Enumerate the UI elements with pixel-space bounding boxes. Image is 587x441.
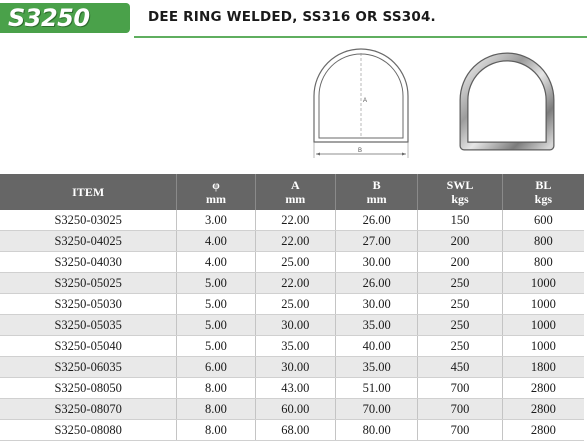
- column-header-diameter: φ mm: [177, 174, 255, 210]
- cell-swl: 700: [418, 420, 502, 441]
- cell-b: 35.00: [336, 357, 418, 378]
- cell-b: 26.00: [336, 210, 418, 231]
- cell-a: 60.00: [255, 399, 335, 420]
- cell-a: 22.00: [255, 273, 335, 294]
- cell-item: S3250-04030: [0, 252, 177, 273]
- cell-bl: 2800: [502, 378, 584, 399]
- cell-diameter: 5.00: [177, 336, 255, 357]
- table-row: [0, 231, 584, 252]
- table-row: [0, 252, 584, 273]
- cell-b: 27.00: [336, 231, 418, 252]
- dimension-b-label: B: [358, 148, 363, 154]
- column-header-swl: SWL kgs: [418, 174, 502, 210]
- cell-diameter: 5.00: [177, 273, 255, 294]
- header-divider: [134, 36, 587, 38]
- cell-swl: 250: [418, 315, 502, 336]
- cell-item: S3250-08050: [0, 378, 177, 399]
- cell-b: 35.00: [336, 315, 418, 336]
- cell-b: 26.00: [336, 273, 418, 294]
- cell-b: 51.00: [336, 378, 418, 399]
- cell-a: 30.00: [255, 315, 335, 336]
- cell-b: 80.00: [336, 420, 418, 441]
- cell-b: 40.00: [336, 336, 418, 357]
- product-title: DEE RING WELDED, SS316 OR SS304.: [148, 9, 436, 25]
- cell-item: S3250-08080: [0, 420, 177, 441]
- product-code: S3250: [8, 4, 90, 32]
- cell-item: S3250-05030: [0, 294, 177, 315]
- cell-diameter: 5.00: [177, 294, 255, 315]
- cell-a: 43.00: [255, 378, 335, 399]
- cell-diameter: 8.00: [177, 420, 255, 441]
- cell-bl: 1000: [502, 315, 584, 336]
- cell-bl: 2800: [502, 399, 584, 420]
- cell-swl: 250: [418, 294, 502, 315]
- dee-ring-photo: [448, 46, 566, 158]
- table-row: [0, 357, 584, 378]
- cell-bl: 600: [502, 210, 584, 231]
- cell-bl: 800: [502, 231, 584, 252]
- cell-swl: 250: [418, 336, 502, 357]
- cell-diameter: 8.00: [177, 399, 255, 420]
- cell-diameter: 5.00: [177, 315, 255, 336]
- cell-swl: 250: [418, 273, 502, 294]
- table-row: [0, 210, 584, 231]
- column-header-b: B mm: [336, 174, 418, 210]
- cell-a: 30.00: [255, 357, 335, 378]
- cell-bl: 1800: [502, 357, 584, 378]
- cell-bl: 1000: [502, 336, 584, 357]
- cell-swl: 700: [418, 399, 502, 420]
- cell-swl: 200: [418, 231, 502, 252]
- cell-item: S3250-08070: [0, 399, 177, 420]
- cell-diameter: 6.00: [177, 357, 255, 378]
- cell-bl: 1000: [502, 273, 584, 294]
- cell-a: 35.00: [255, 336, 335, 357]
- cell-a: 22.00: [255, 231, 335, 252]
- cell-diameter: 8.00: [177, 378, 255, 399]
- cell-bl: 800: [502, 252, 584, 273]
- cell-a: 25.00: [255, 252, 335, 273]
- cell-item: S3250-05040: [0, 336, 177, 357]
- cell-bl: 2800: [502, 420, 584, 441]
- cell-diameter: 4.00: [177, 252, 255, 273]
- dimension-a-label: A: [363, 98, 368, 104]
- cell-b: 70.00: [336, 399, 418, 420]
- column-header-a: A mm: [255, 174, 335, 210]
- cell-swl: 200: [418, 252, 502, 273]
- dee-ring-technical-drawing: [300, 44, 422, 162]
- product-code-badge: [0, 3, 130, 33]
- cell-item: S3250-03025: [0, 210, 177, 231]
- cell-swl: 700: [418, 378, 502, 399]
- table-body: [0, 210, 584, 441]
- cell-b: 30.00: [336, 252, 418, 273]
- cell-a: 68.00: [255, 420, 335, 441]
- column-header-item: ITEM: [0, 174, 177, 210]
- cell-diameter: 3.00: [177, 210, 255, 231]
- table-row: [0, 378, 584, 399]
- cell-item: S3250-06035: [0, 357, 177, 378]
- page-header: [0, 0, 587, 40]
- table-row: [0, 273, 584, 294]
- cell-item: S3250-05035: [0, 315, 177, 336]
- table-row: [0, 336, 584, 357]
- table-header-row: [0, 174, 584, 210]
- cell-diameter: 4.00: [177, 231, 255, 252]
- table-row: [0, 399, 584, 420]
- cell-b: 30.00: [336, 294, 418, 315]
- column-header-bl: BL kgs: [502, 174, 584, 210]
- cell-swl: 150: [418, 210, 502, 231]
- cell-bl: 1000: [502, 294, 584, 315]
- cell-a: 25.00: [255, 294, 335, 315]
- table-row: [0, 315, 584, 336]
- table-row: [0, 420, 584, 441]
- cell-swl: 450: [418, 357, 502, 378]
- cell-item: S3250-05025: [0, 273, 177, 294]
- cell-a: 22.00: [255, 210, 335, 231]
- cell-item: S3250-04025: [0, 231, 177, 252]
- specification-table: [0, 174, 584, 441]
- table-row: [0, 294, 584, 315]
